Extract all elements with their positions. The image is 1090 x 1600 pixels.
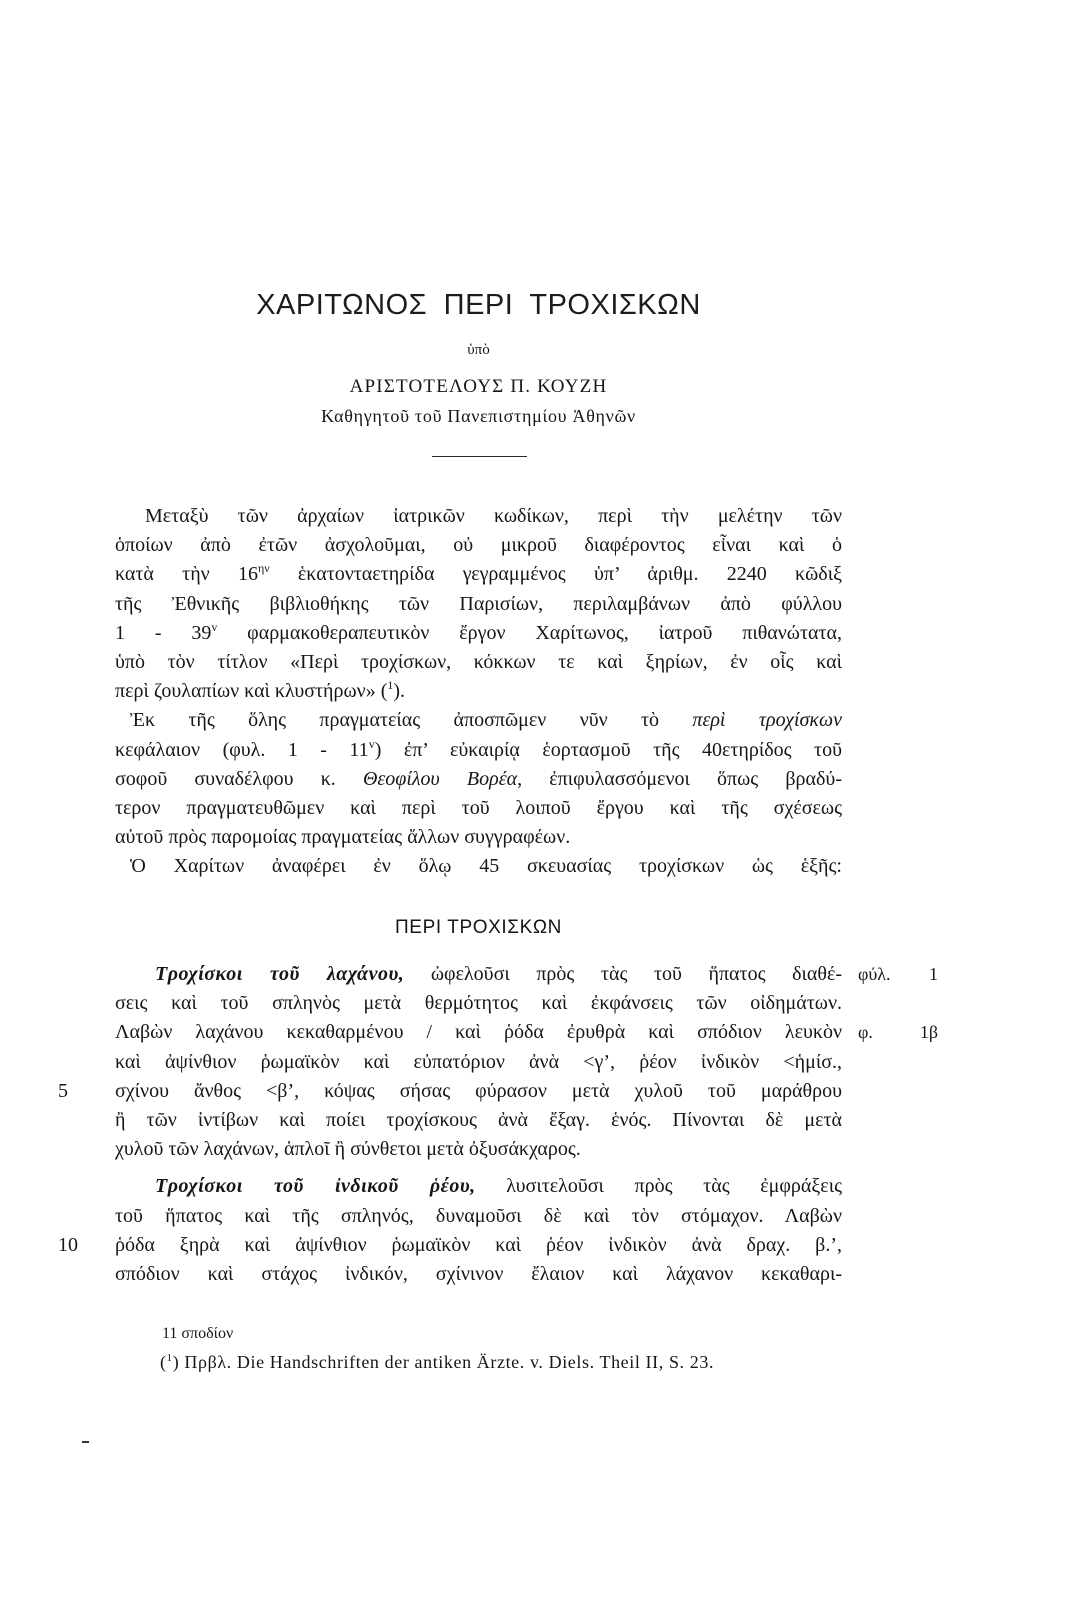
text-segment: λυσιτελοῦσι πρὸς τὰς ἐμφράξεις <box>475 1175 842 1198</box>
intro-line <box>115 502 842 531</box>
recipe-line <box>58 1231 842 1260</box>
recipe-line <box>58 1077 842 1106</box>
text-segment: τερον πραγματευθῶμεν καὶ περὶ τοῦ λοιποῦ ἔργου καὶ τῆς σχέσεως <box>115 797 842 820</box>
byline-preposition: ὑπὸ <box>467 342 490 358</box>
text-segment: ὠφελοῦσι πρὸς τὰς τοῦ ἥπατος διαθέ- <box>404 963 843 985</box>
text-segment: σπόδιον καὶ στάχος ἰνδικόν, σχίνινον ἔλαιον καὶ λάχανον κεκαθαρι- <box>115 1263 842 1286</box>
text-segment: περὶ ζουλαπίων καὶ κλυστήρων» ( <box>115 680 388 703</box>
text-segment: ) Πρβλ. Die Handschriften der antiken Ärzte. v. Diels. Theil II, S. 23. <box>172 1352 715 1372</box>
intro-line <box>115 531 842 560</box>
line-number: 5 <box>58 1079 68 1102</box>
text-segment: ) ἐπ’ εὐκαιρίᾳ ἑορτασμοῦ τῆς 40ετηρίδος τοῦ <box>374 738 842 761</box>
recipe-line <box>115 1172 842 1201</box>
footnote <box>160 1350 714 1374</box>
intro-line <box>115 823 842 852</box>
intro-line <box>115 852 842 881</box>
text-segment: καὶ ἀψίνθιον ῥωμαϊκὸν καὶ εὐπατόριον ἀνὰ <γ’, ῥέον ἰνδικὸν <ἡμίσ., <box>115 1050 842 1073</box>
text-segment: αὐτοῦ πρὸς παρομοίας πραγματείας ἄλλων συγγραφέων. <box>115 826 571 849</box>
text-segment: τῆς Ἐθνικῆς βιβλιοθήκης τῶν Παρισίων, περιλαμβάνων ἀπὸ φύλλου <box>115 592 842 615</box>
intro-line <box>115 648 842 677</box>
recipe-line <box>115 1106 842 1135</box>
intro-line <box>115 619 842 648</box>
footnote-marker: 1 <box>387 678 394 693</box>
intro-line <box>115 794 842 823</box>
author-name: ΑΡΙΣΤΟΤΕΛΟΥΣ Π. ΚΟΥΖΗ <box>349 376 608 397</box>
footnote-marker: 1 <box>166 1352 173 1364</box>
author-affiliation: Καθηγητοῦ τοῦ Πανεπιστημίου Ἀθηνῶν <box>321 406 636 426</box>
text-segment: τοῦ ἥπατος καὶ τῆς σπληνός, δυναμοῦσι δὲ καὶ τὸν στόμαχον. Λαβὼν <box>115 1204 842 1227</box>
recipe-line <box>115 1048 842 1077</box>
text-segment: κεφάλαιον (φυλ. 1 - 11 <box>115 738 369 761</box>
intro-paragraphs <box>115 502 842 882</box>
recipe-line <box>115 1202 842 1231</box>
text-segment: ( <box>160 1352 167 1372</box>
text-segment: κατὰ τὴν 16 <box>115 563 258 586</box>
text-segment: ὁποίων ἀπὸ ἐτῶν ἀσχολοῦμαι, οὐ μικροῦ διαφέροντος εἶναι καὶ ὁ <box>115 534 842 557</box>
italic-segment: περὶ τροχίσκων <box>692 709 842 732</box>
recipe-title: Τροχίσκοι τοῦ λαχάνου, <box>155 963 405 985</box>
text-segment: Λαβὼν λαχάνου κεκαθαρμένου / καὶ ῥόδα ἐρυθρὰ καὶ σπόδιον λευκὸν <box>115 1021 842 1044</box>
recipe-line <box>115 1018 938 1047</box>
margin-dash-mark <box>82 1441 89 1443</box>
recipe-line <box>115 1260 842 1289</box>
intro-line <box>115 677 842 706</box>
intro-line <box>115 560 842 589</box>
line-number: 10 <box>58 1233 78 1256</box>
recipe-title: Τροχίσκοι τοῦ ἰνδικοῦ ῥέου, <box>155 1175 476 1198</box>
text-segment: , ἐπιφυλασσόμενοι ὅπως βραδύ- <box>517 767 842 790</box>
intro-line <box>115 590 842 619</box>
text-segment: σεις καὶ τοῦ σπληνὸς μετὰ θερμότητος καὶ ἐκφάνσεις τῶν οἰδημάτων. <box>115 992 842 1015</box>
text-segment: φαρμακοθεραπευτικὸν ἔργον Χαρίτωνος, ἰατροῦ πιθανώτατα, <box>217 621 842 644</box>
recipe-text <box>58 960 938 1289</box>
superscript: v <box>211 619 218 634</box>
text-segment: Μεταξὺ τῶν ἀρχαίων ἰατρικῶν κωδίκων, περὶ τὴν μελέτην τῶν <box>145 505 842 527</box>
italic-segment: Θεοφίλου Βορέα <box>362 767 518 790</box>
text-segment: ὑπὸ τὸν τίτλον «Περὶ τροχίσκων, κόκκων τε καὶ ξηρίων, ἐν οἷς καὶ <box>115 651 842 674</box>
intro-line <box>115 765 842 794</box>
superscript: v <box>368 736 375 751</box>
section-heading: ΠΕΡΙ ΤΡΟΧΙΣΚΩΝ <box>394 917 563 938</box>
text-segment: ῥόδα ξηρὰ καὶ ἀψίνθιον ῥωμαϊκὸν καὶ ῥέον ἰνδικὸν ἀνὰ δραχ. β.’, <box>115 1233 842 1256</box>
text-segment: σοφοῦ συναδέλφου κ. <box>115 767 363 790</box>
text-segment: Ἐκ τῆς ὅλης πραγματείας ἀποσπῶμεν νῦν τὸ <box>130 709 693 732</box>
intro-line <box>115 736 842 765</box>
recipe-line <box>115 960 938 989</box>
text-segment: ἢ τῶν ἰντίβων καὶ ποίει τροχίσκους ἀνὰ ἔξαγ. ἑνός. Πίνονται δὲ μετὰ <box>115 1109 842 1132</box>
superscript: ην <box>257 561 270 576</box>
folio-margin-note: φ. 1β <box>858 1022 938 1043</box>
text-segment: ). <box>393 680 406 703</box>
text-segment: Ὁ Χαρίτων ἀναφέρει ἐν ὅλῳ 45 σκευασίας τροχίσκων ὡς ἑξῆς: <box>130 855 842 878</box>
recipe-line <box>115 1135 842 1164</box>
text-segment: χυλοῦ τῶν λαχάνων, ἁπλοῖ ἢ σύνθετοι μετὰ ὀξυσάκχαρος. <box>115 1138 581 1161</box>
folio-margin-note: φύλ. 1 <box>858 964 938 984</box>
text-segment: σχίνου ἄνθος <β’, κόψας σήσας φύρασον μετὰ χυλοῦ τοῦ μαράθρου <box>115 1079 842 1102</box>
article-title: ΧΑΡΙΤΩΝΟΣ ΠΕΡΙ ΤΡΟΧΙΣΚΩΝ <box>256 289 701 321</box>
recipe-line <box>115 989 842 1018</box>
text-segment: 1 - 39 <box>115 621 212 644</box>
intro-line <box>115 706 842 735</box>
title-divider <box>432 456 527 457</box>
critical-apparatus-note: 11 σποδίον <box>162 1325 234 1342</box>
text-segment: ἑκατονταετηρίδα γεγραμμένος ὑπ’ ἀριθμ. 2240 κῶδιξ <box>269 563 843 586</box>
